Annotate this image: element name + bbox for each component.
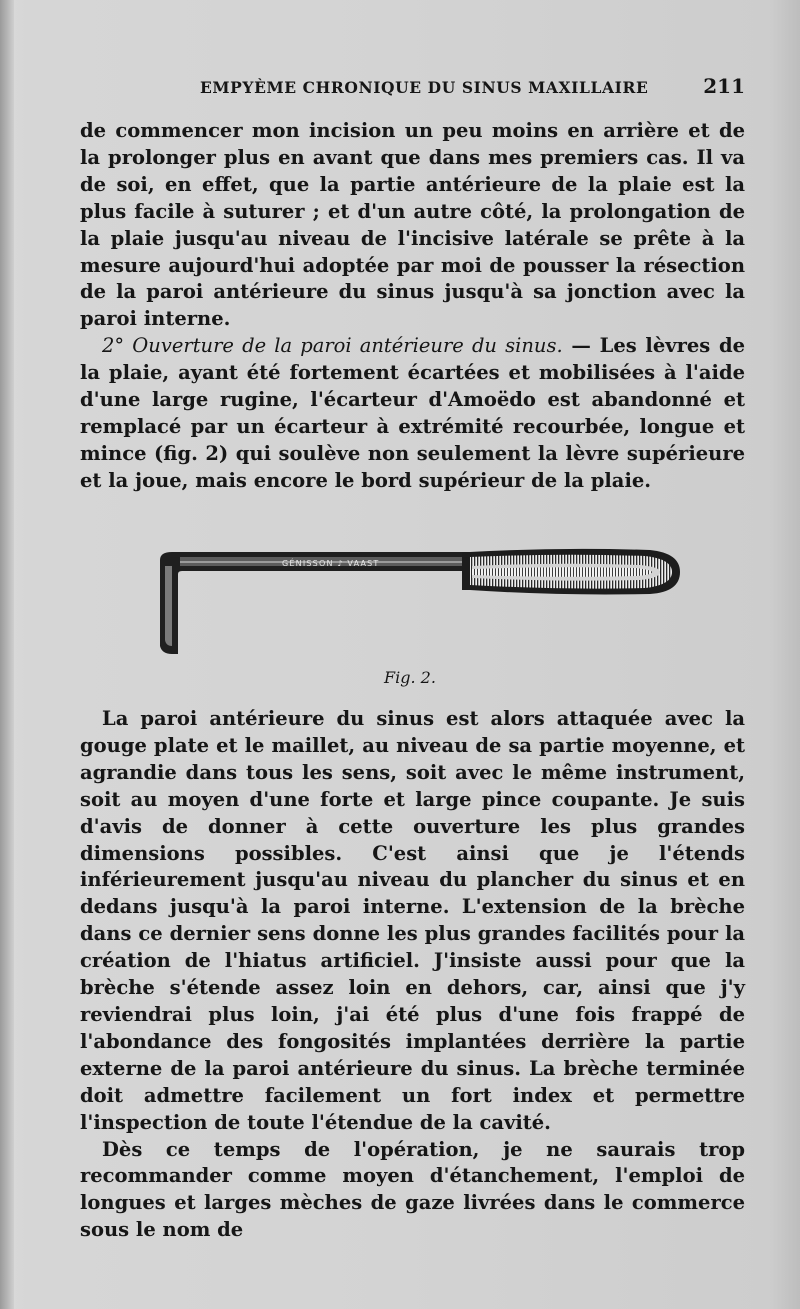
figure-caption: Fig. 2. xyxy=(384,668,436,687)
paragraph: Dès ce temps de l'opération, je ne saurais trop recommander comme moyen d'étanchement, l'emploi de longues et larges mèches de gaze livrées dans le commerce sous le nom de xyxy=(80,1137,745,1242)
paragraph: de commencer mon incision un peu moins en arrière et de la prolonger plus en avant que dans mes premiers cas. Il va de soi, en effet, que la partie antérieure de la plaie est la plus facile à suturer ; et d'un autre côté, la prolongation de la plaie jusqu'au niveau de l'incisive latérale se prête à la mesure aujourd'hui adoptée par moi de pousser la résection de la paroi antérieure du sinus jusqu'à sa jonction avec la paroi interne. xyxy=(80,119,745,331)
paragraph: 2° Ouverture de la paroi antérieure du sinus. — Les lèvres de la plaie, ayant été fortement écartées et mobilisées à l'aide d'une large rugine, l'écarteur d'Amoëdo est abandonné et remplacé par un écarteur à extrémité recourbée, longue et mince (fig. 2) qui soulève non seulement la lèvre supérieure et la joue, mais encore le bord supérieur de la plaie. xyxy=(80,334,745,492)
text-block-bottom xyxy=(80,706,745,1244)
engraved-mark: GÉNISSON ♪ VAAST xyxy=(282,559,380,568)
paragraph: La paroi antérieure du sinus est alors attaquée avec la gouge plate et le maillet, au niveau de sa partie moyenne, et agrandie dans tous les sens, soit avec le même instrument, soit au moyen d'une forte et large pince coupante. Je suis d'avis de donner à cette ouverture les plus grandes dimensions possibles. C'est ainsi que je l'étends inférieurement jusqu'au niveau du plancher du sinus et en dedans jusqu'à la paroi interne. L'extension de la brèche dans ce dernier sens donne les plus grandes facilités pour la création de l'hiatus artificiel. J'insiste aussi pour que la brèche s'étende assez loin en dehors, car, ainsi que j'y reviendrai plus loin, j'ai été plus d'une fois frappé de l'abondance des fongosités implantées derrière la partie externe de la paroi antérieure du sinus. La brèche terminée doit admettre facilement un fort index et permettre l'inspection de toute l'étendue de la cavité. xyxy=(80,707,745,1134)
section-heading: 2° Ouverture de la paroi antérieure du sinus. xyxy=(102,334,563,358)
running-head-title: EMPYÈME CHRONIQUE DU SINUS MAXILLAIRE xyxy=(200,78,649,97)
page-number: 211 xyxy=(703,74,745,98)
